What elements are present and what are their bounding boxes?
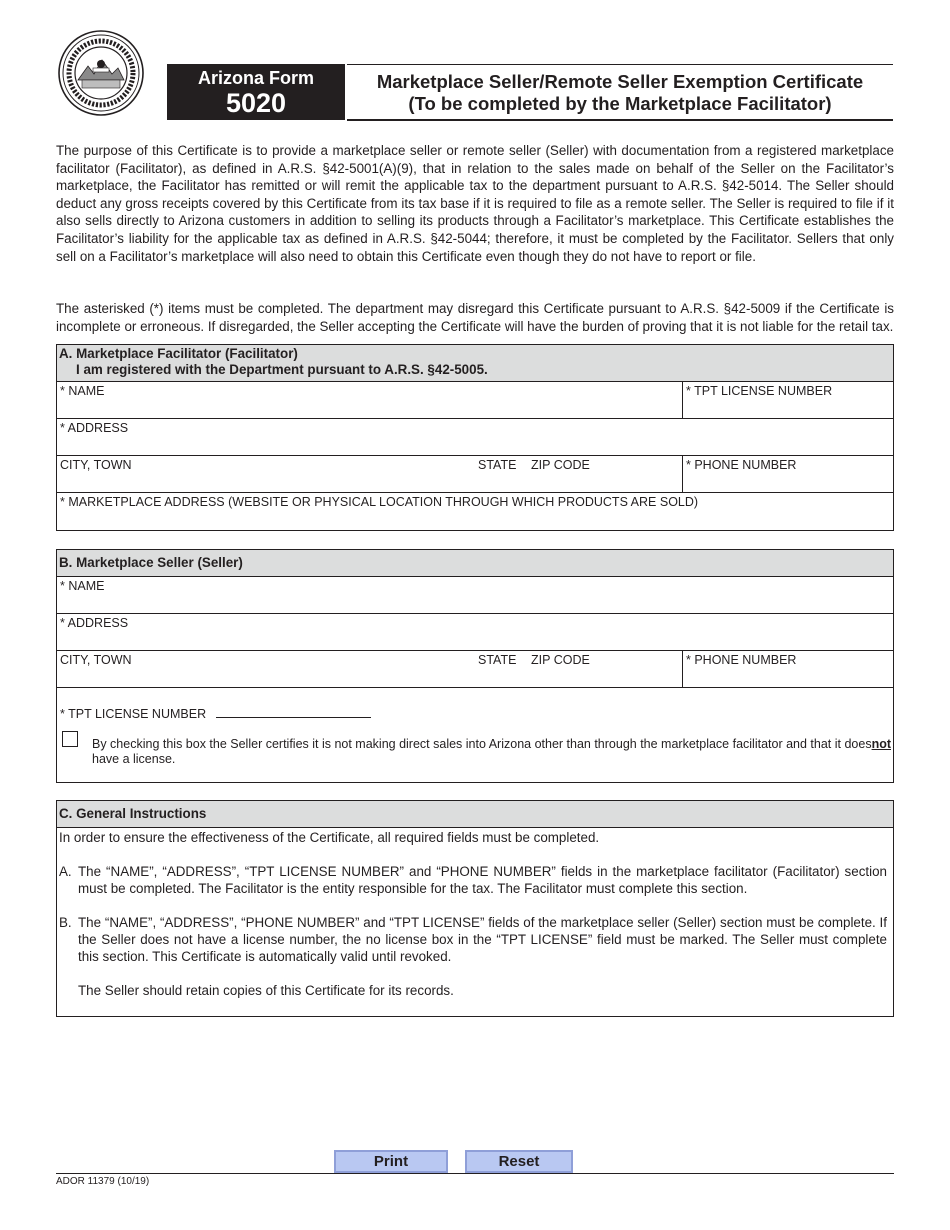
section-a-heading: A. Marketplace Facilitator (Facilitator) [59,346,298,361]
seller-city-field[interactable]: CITY, TOWN [60,653,132,667]
instruction-b-text: The “NAME”, “ADDRESS”, “PHONE NUMBER” and “TPT LICENSE” fields of the marketplace seller (Seller) section must be complete. If the Seller does not have a license number, the no license box in the “TPT LICENSE” field must be marked. The Seller must complete this section. This Certificate is automatically valid until revoked. [78,915,887,964]
title-line-2: (To be completed by the Marketplace Facilitator) [408,93,832,114]
seller-tpt-row [57,688,893,782]
seller-tpt-field[interactable] [60,705,371,722]
seller-name-field[interactable]: * NAME [60,579,105,593]
header-bottom-rule [347,119,893,121]
form-number-box [167,64,345,120]
arizona-state-seal-icon [58,30,144,116]
purpose-paragraph: The purpose of this Certificate is to provide a marketplace seller or remote seller (Seller) with documentation from a registered marketplace facilitator (Facilitator), as defined in A.R.S. §42-5001(A)(9), that in relation to the sales made on behalf of the Seller on the Facilitator’s marketplace, the Facilitator has remitted or will remit the applicable tax to the department pursuant to A.R.S. §42-5014. The Seller should deduct any gross receipts covered by this Certificate from its tax base if it is required to file as a remote seller. The Seller is required to file if it also sells directly to Arizona customers in addition to selling its products through a Facilitator’s marketplace. This Certificate establishes the Facilitator’s liability for the applicable tax as defined in A.R.S. §42-5044; therefore, it must be completed by the Facilitator. Sellers that only sell on a Facilitator’s marketplace will also need to obtain this Certificate even though they do not have to report or file. [56,143,894,264]
reset-button[interactable]: Reset [465,1150,573,1173]
section-a-subheading: I am registered with the Department pursuant to A.R.S. §42-5005. [76,362,488,377]
no-license-checkbox[interactable] [62,731,78,747]
section-b-heading: B. Marketplace Seller (Seller) [57,550,893,577]
section-instructions [56,800,894,1017]
certification-text-main: By checking this box the Seller certifies it is not making direct sales into Arizona other than through the marketplace facilitator and that it does [92,737,872,751]
seller-tpt-label: * TPT LICENSE NUMBER [60,707,207,721]
certification-text-end: have a license. [92,752,176,766]
facilitator-city-row [57,456,893,493]
section-facilitator [56,344,894,531]
facilitator-tpt-field[interactable]: * TPT LICENSE NUMBER [686,384,833,398]
form-code: ADOR 11379 (10/19) [56,1176,150,1187]
seller-zip-field[interactable]: ZIP CODE [531,653,590,667]
facilitator-address-row [57,419,893,456]
seller-state-field[interactable]: STATE [478,653,517,667]
seller-tpt-line[interactable] [216,705,371,718]
header-top-rule [347,64,893,65]
print-button[interactable]: Print [334,1150,448,1173]
facilitator-name-field[interactable]: * NAME [60,384,105,398]
facilitator-state-field[interactable]: STATE [478,458,517,472]
section-c-heading: C. General Instructions [57,801,893,828]
facilitator-address-field[interactable]: * ADDRESS [60,421,129,435]
facilitator-city-field[interactable]: CITY, TOWN [60,458,132,472]
asterisk-paragraph: The asterisked (*) items must be completed. The department may disregard this Certificate pursuant to A.R.S. §42-5009 if the Certificate is incomplete or erroneous. If disregarded, the Seller accepting the Certificate will have the burden of proving that it is not liable for the retail tax. [56,301,894,334]
form-number: 5020 [225,88,287,118]
marketplace-address-field[interactable]: * MARKETPLACE ADDRESS (WEBSITE OR PHYSICAL LOCATION THROUGH WHICH PRODUCTS ARE SOLD) [60,495,699,509]
facilitator-phone-field[interactable]: * PHONE NUMBER [686,458,797,472]
instruction-item-a [57,863,893,897]
seller-address-row [57,614,893,651]
certification-not: not [871,737,891,751]
certification-text [92,737,891,767]
instructions-intro: In order to ensure the effectiveness of the Certificate, all required fields must be completed. [59,830,600,845]
facilitator-name-row [57,382,893,419]
form-label: Arizona Form [197,68,314,88]
retain-copies-note: The Seller should retain copies of this Certificate for its records. [78,983,454,998]
section-a-header [57,345,893,382]
instruction-b-letter: B. [59,915,72,930]
title-line-1: Marketplace Seller/Remote Seller Exemption Certificate [376,71,864,92]
section-seller [56,549,894,783]
seller-name-row [57,577,893,614]
footer-rule [56,1173,894,1174]
facilitator-zip-field[interactable]: ZIP CODE [531,458,590,472]
seller-city-row [57,651,893,688]
instruction-a-text: The “NAME”, “ADDRESS”, “TPT LICENSE NUMBER” and “PHONE NUMBER” fields in the marketplace facilitator (Facilitator) section must be completed. The Facilitator is the entity responsible for the tax. The Facilitator must complete this section. [78,864,887,896]
facilitator-marketplace-row [57,493,893,530]
page-title [347,71,893,115]
seller-phone-field[interactable]: * PHONE NUMBER [686,653,797,667]
instruction-item-b [57,914,893,965]
instruction-a-letter: A. [59,864,72,879]
seller-address-field[interactable]: * ADDRESS [60,616,129,630]
